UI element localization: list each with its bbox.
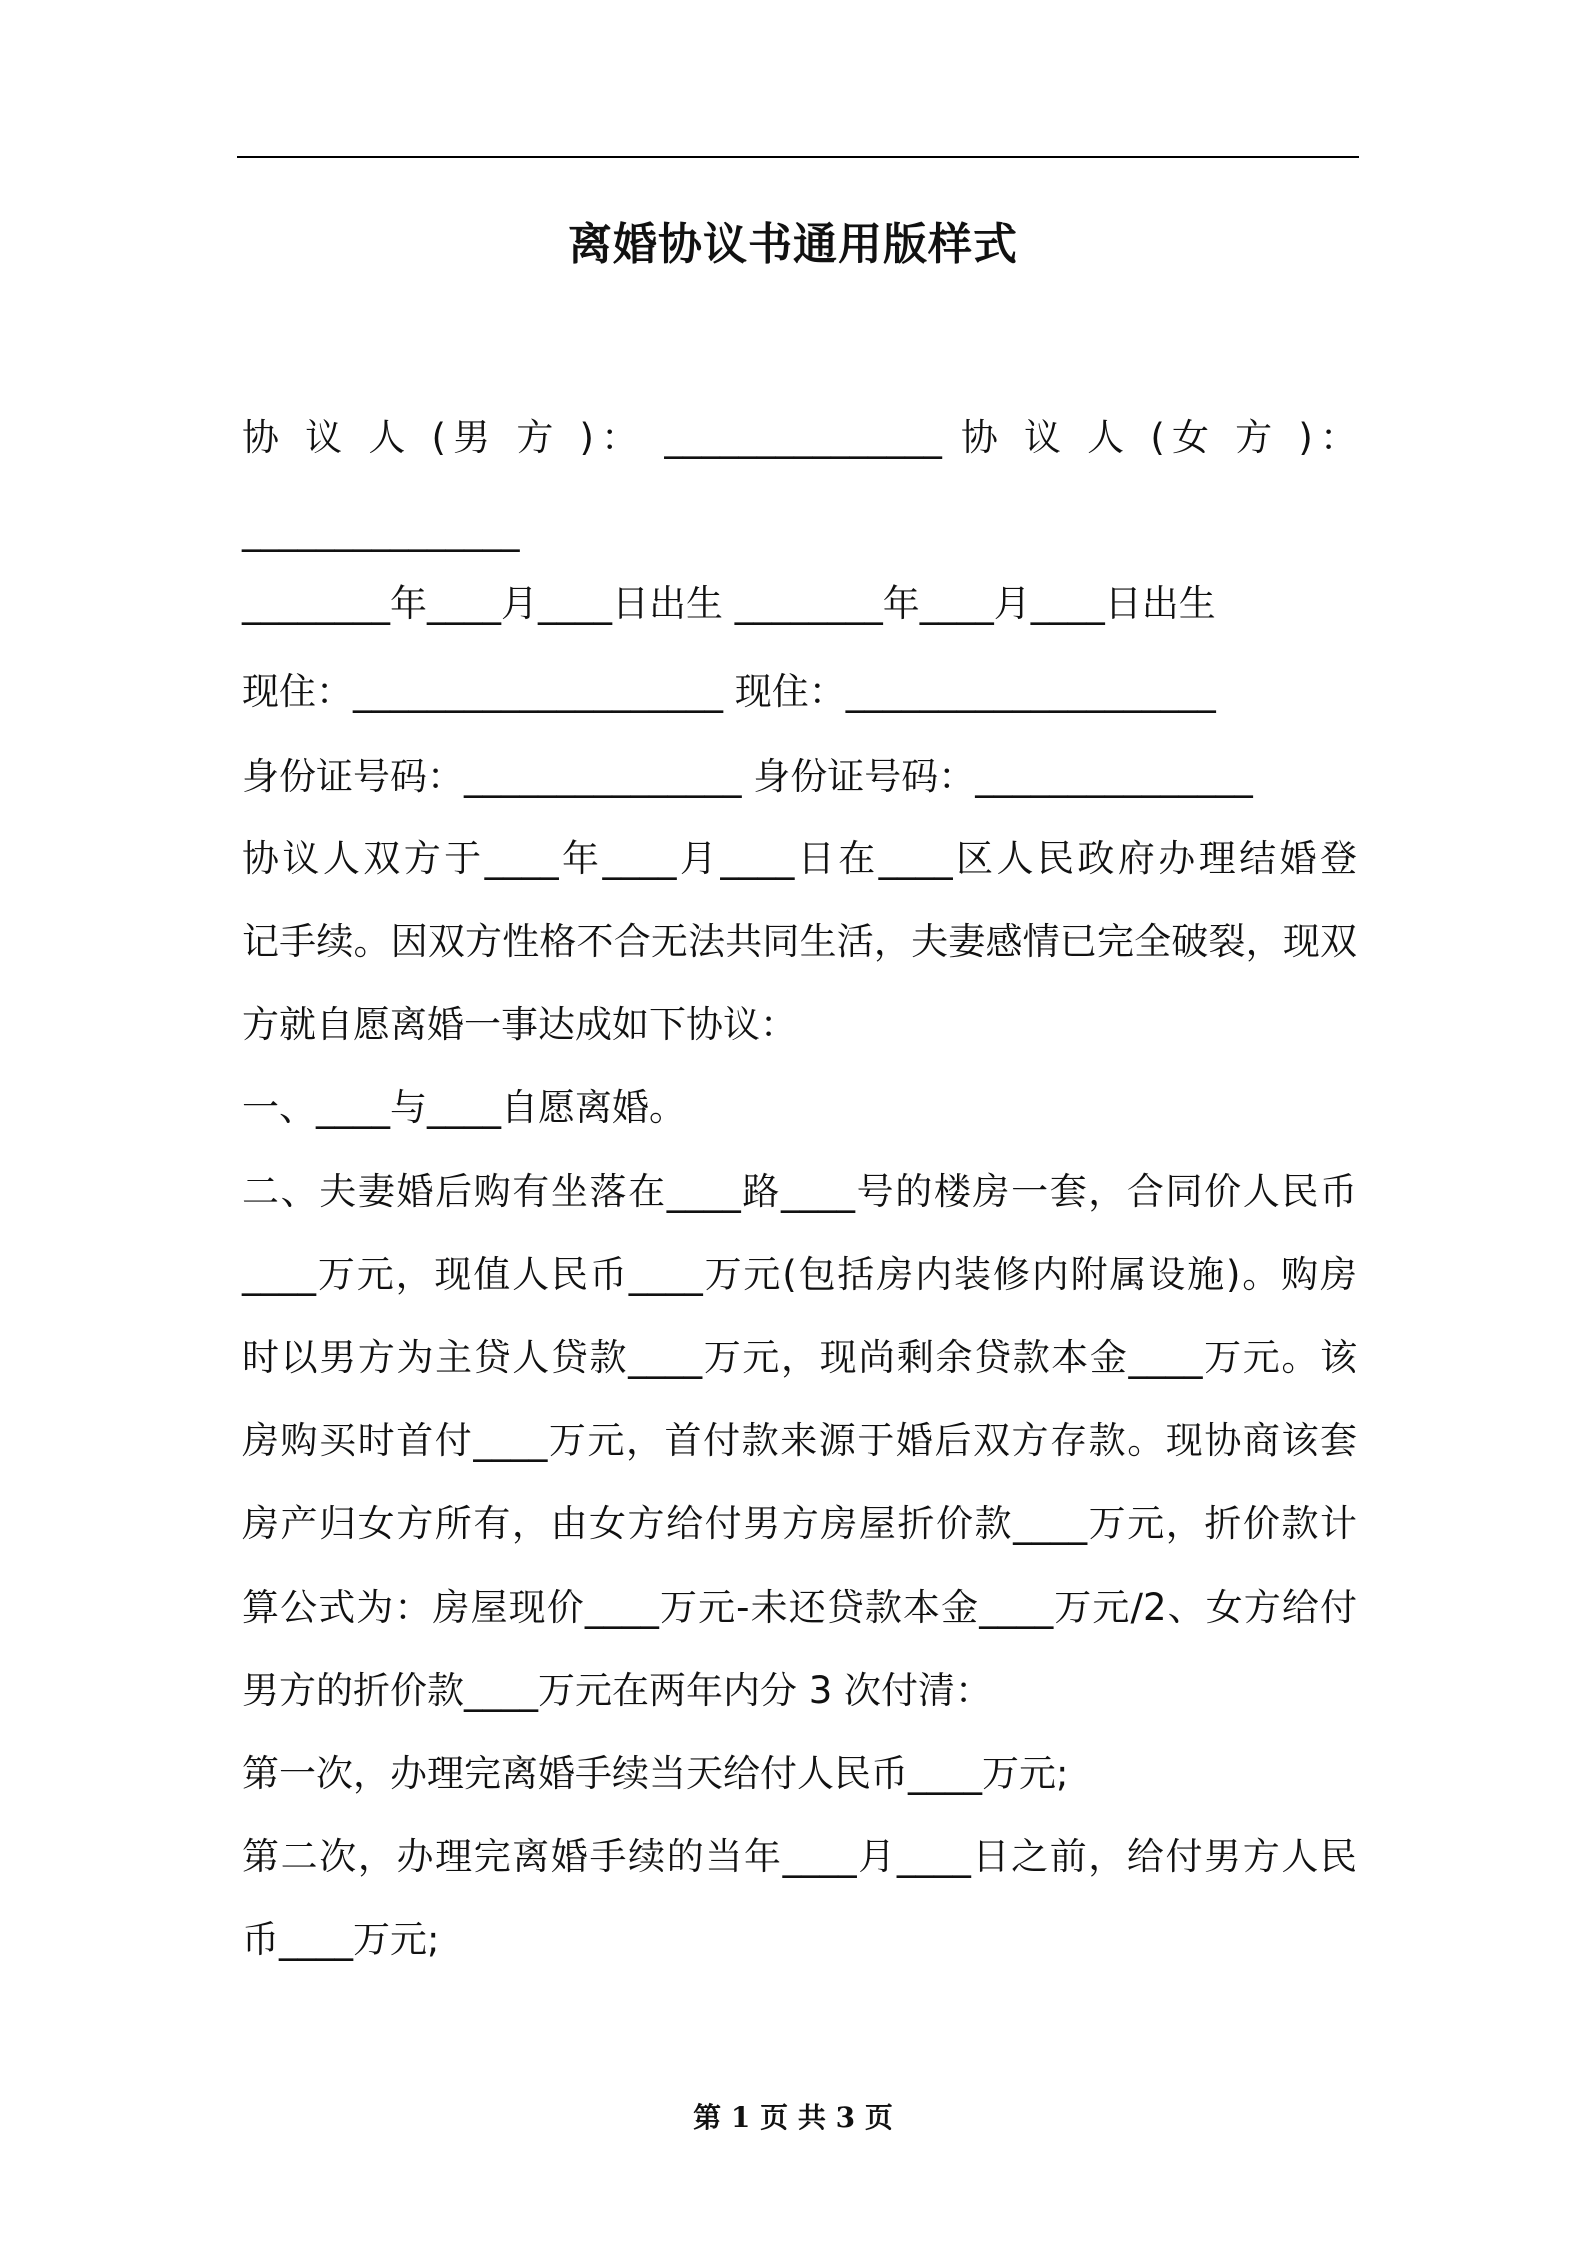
clause-two-line: 二、夫妻婚后购有坐落在____路____号的楼房一套，合同价人民币 [242,1170,1357,1213]
document-title: 离婚协议书通用版样式 [568,219,1018,270]
clause-one-line: 一、____与____自愿离婚。 [242,1086,686,1129]
header-rule [237,156,1359,158]
payment-second-line: 第二次，办理完离婚手续的当年____月____日之前，给付男方人民 [242,1835,1357,1878]
address-line: 现住：____________________ 现住：____________________ [242,670,1216,713]
payment-second-line: 币____万元; [242,1918,440,1961]
party-names-line: 协 议 人 (男 方 )： _______________ 协 议 人 (女 方 )： [242,416,1357,459]
payment-first-line: 第一次，办理完离婚手续当天给付人民币____万元; [242,1752,1069,1795]
clause-two-line: 房产归女方所有，由女方给付男方房屋折价款____万元，折价款计 [242,1502,1357,1545]
clause-two-line: 房购买时首付____万元，首付款来源于婚后双方存款。现协商该套 [242,1419,1357,1462]
clause-two-line: 时以男方为主贷人贷款____万元，现尚剩余贷款本金____万元。该 [242,1336,1357,1379]
paragraph-line: 方就自愿离婚一事达成如下协议： [242,1003,797,1046]
birth-date-line: ________年____月____日出生 ________年____月____日出生 [242,582,1216,625]
paragraph-line: 协议人双方于____年____月____日在____区人民政府办理结婚登 [242,837,1357,880]
clause-two-line: ____万元，现值人民币____万元(包括房内装修内附属设施)。购房 [242,1253,1357,1296]
paragraph-line: 记手续。因双方性格不合无法共同生活，夫妻感情已完全破裂，现双 [242,920,1357,963]
page-indicator: 第 1 页 共 3 页 [693,2101,893,2134]
clause-two-line: 男方的折价款____万元在两年内分 3 次付清： [242,1669,993,1712]
party-name-blank-line: _______________ [242,509,520,552]
clause-two-line: 算公式为：房屋现价____万元-未还贷款本金____万元/2、女方给付 [242,1586,1357,1629]
id-number-line: 身份证号码：_______________ 身份证号码：_______________ [242,755,1253,798]
